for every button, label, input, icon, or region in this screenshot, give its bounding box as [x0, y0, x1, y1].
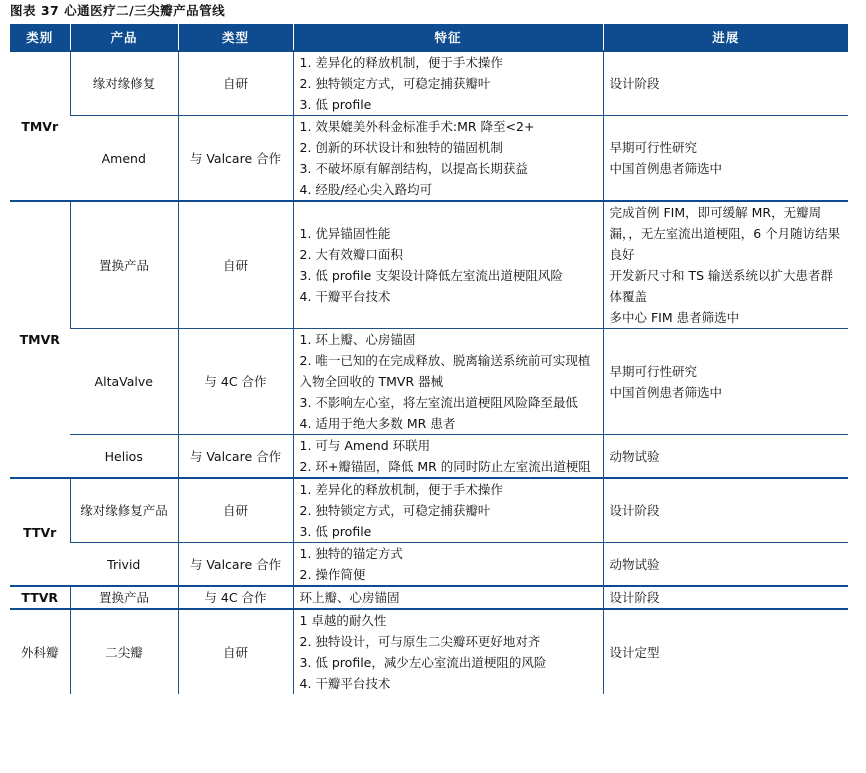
- product-cell: Trivid: [70, 543, 178, 587]
- progress-cell: [603, 435, 848, 479]
- features-cell: [293, 116, 603, 202]
- progress-line: 早期可行性研究: [609, 140, 698, 155]
- category-cell: TTVR: [10, 586, 70, 609]
- product-cell: 二尖瓣: [70, 609, 178, 694]
- category-cell: 外科瓣: [10, 609, 70, 694]
- progress-cell: [603, 201, 848, 329]
- progress-line: 开发新尺寸和 TS 输送系统以扩大患者群体覆盖: [609, 268, 834, 304]
- progress-line: 多中心 FIM 患者筛选中: [609, 310, 740, 325]
- feature-line: 3. 低 profile 支架设计降低左室流出道梗阻风险: [299, 268, 563, 283]
- feature-line: 2. 独特设计，可与原生二尖瓣环更好地对齐: [299, 634, 541, 649]
- progress-line: 设计阶段: [609, 590, 660, 605]
- header-category: 类别: [10, 24, 70, 51]
- progress-cell: [603, 586, 848, 609]
- table-row: [10, 478, 848, 543]
- feature-line: 4. 经股/经心尖入路均可: [299, 182, 433, 197]
- feature-line: 3. 低 profile: [299, 97, 372, 112]
- table-row: [10, 329, 848, 435]
- progress-line: 动物试验: [609, 556, 660, 572]
- type-cell: 自研: [178, 51, 293, 116]
- header-product: 产品: [70, 24, 178, 51]
- feature-line: 3. 不影响左心室，将左室流出道梗阻风险降至最低: [299, 395, 578, 410]
- table-row: [10, 435, 848, 479]
- features-cell: [293, 586, 603, 609]
- product-cell: Helios: [70, 435, 178, 479]
- feature-line: 2. 独特锁定方式，可稳定捕获瓣叶: [299, 503, 491, 518]
- feature-line: 2. 独特锁定方式，可稳定捕获瓣叶: [299, 76, 491, 91]
- table-row: [10, 543, 848, 587]
- features-cell: [293, 51, 603, 116]
- feature-line: 2. 大有效瓣口面积: [299, 247, 403, 262]
- type-cell: 与 4C 合作: [178, 586, 293, 609]
- progress-line: 中国首例患者筛选中: [609, 161, 723, 176]
- product-cell: 缘对缘修复产品: [70, 478, 178, 543]
- progress-line: 动物试验: [609, 448, 660, 464]
- type-cell: 自研: [178, 201, 293, 329]
- features-cell: [293, 543, 603, 587]
- progress-line: 早期可行性研究: [609, 363, 698, 379]
- progress-line: 设计定型: [609, 644, 660, 660]
- type-cell: 与 4C 合作: [178, 329, 293, 435]
- type-cell: 与 Valcare 合作: [178, 435, 293, 479]
- product-cell: 缘对缘修复: [70, 51, 178, 116]
- type-cell: 与 Valcare 合作: [178, 116, 293, 202]
- progress-line: 完成首例 FIM，即可缓解 MR，无瓣周漏，，无左室流出道梗阻，6 个月随访结果良好: [609, 205, 841, 262]
- feature-line: 1 卓越的耐久性: [299, 613, 387, 628]
- feature-line: 3. 低 profile，减少左心室流出道梗阻的风险: [299, 655, 547, 670]
- feature-line: 1. 可与 Amend 环联用: [299, 438, 431, 453]
- features-cell: [293, 435, 603, 479]
- feature-line: 2. 环+瓣锚固，降低 MR 的同时防止左室流出道梗阻: [299, 459, 591, 474]
- category-cell: TMVR: [10, 201, 70, 478]
- feature-line: 环上瓣、心房锚固: [299, 590, 400, 605]
- feature-line: 1. 环上瓣、心房锚固: [299, 332, 416, 347]
- table-row: [10, 609, 848, 694]
- progress-cell: [603, 51, 848, 116]
- table-row: [10, 51, 848, 116]
- features-cell: [293, 478, 603, 543]
- header-type: 类型: [178, 24, 293, 51]
- product-cell: 置换产品: [70, 201, 178, 329]
- table-row: [10, 116, 848, 202]
- category-cell: TMVr: [10, 51, 70, 201]
- type-cell: 与 Valcare 合作: [178, 543, 293, 587]
- progress-cell: [603, 609, 848, 694]
- header-features: 特征: [293, 24, 603, 51]
- features-cell: [293, 201, 603, 329]
- features-cell: [293, 609, 603, 694]
- progress-line: 设计阶段: [609, 76, 660, 91]
- pipeline-table: [10, 24, 848, 694]
- progress-cell: [603, 543, 848, 587]
- product-cell: 置换产品: [70, 586, 178, 609]
- header-row: [10, 24, 848, 51]
- feature-line: 2. 创新的环状设计和独特的锚固机制: [299, 140, 503, 155]
- type-cell: 自研: [178, 478, 293, 543]
- feature-line: 1. 差异化的释放机制，便于手术操作: [299, 482, 503, 497]
- progress-line: 设计阶段: [609, 503, 660, 518]
- progress-cell: [603, 329, 848, 435]
- features-cell: [293, 329, 603, 435]
- feature-line: 4. 适用于绝大多数 MR 患者: [299, 416, 456, 431]
- product-cell: Amend: [70, 116, 178, 202]
- figure-title: 图表 37 心通医疗二/三尖瓣产品管线: [10, 3, 226, 18]
- feature-line: 1. 差异化的释放机制，便于手术操作: [299, 55, 503, 70]
- type-cell: 自研: [178, 609, 293, 694]
- header-progress: 进展: [603, 24, 848, 51]
- feature-line: 4. 干瓣平台技术: [299, 289, 391, 304]
- feature-line: 1. 独特的锚定方式: [299, 546, 403, 561]
- feature-line: 2. 唯一已知的在完成释放、脱离输送系统前可实现植入物全回收的 TMVR 器械: [299, 353, 591, 389]
- progress-line: 中国首例患者筛选中: [609, 384, 723, 400]
- feature-line: 4. 干瓣平台技术: [299, 676, 391, 691]
- table-row: [10, 201, 848, 329]
- progress-cell: [603, 478, 848, 543]
- category-cell: TTVr: [10, 478, 70, 586]
- progress-cell: [603, 116, 848, 202]
- product-cell: AltaValve: [70, 329, 178, 435]
- table-row: [10, 586, 848, 609]
- feature-line: 3. 不破坏原有解剖结构，以提高长期获益: [299, 161, 528, 176]
- feature-line: 1. 优异锚固性能: [299, 226, 391, 241]
- feature-line: 2. 操作简便: [299, 567, 366, 582]
- feature-line: 1. 效果媲美外科金标准手术:MR 降至<2+: [299, 119, 535, 134]
- feature-line: 3. 低 profile: [299, 524, 372, 539]
